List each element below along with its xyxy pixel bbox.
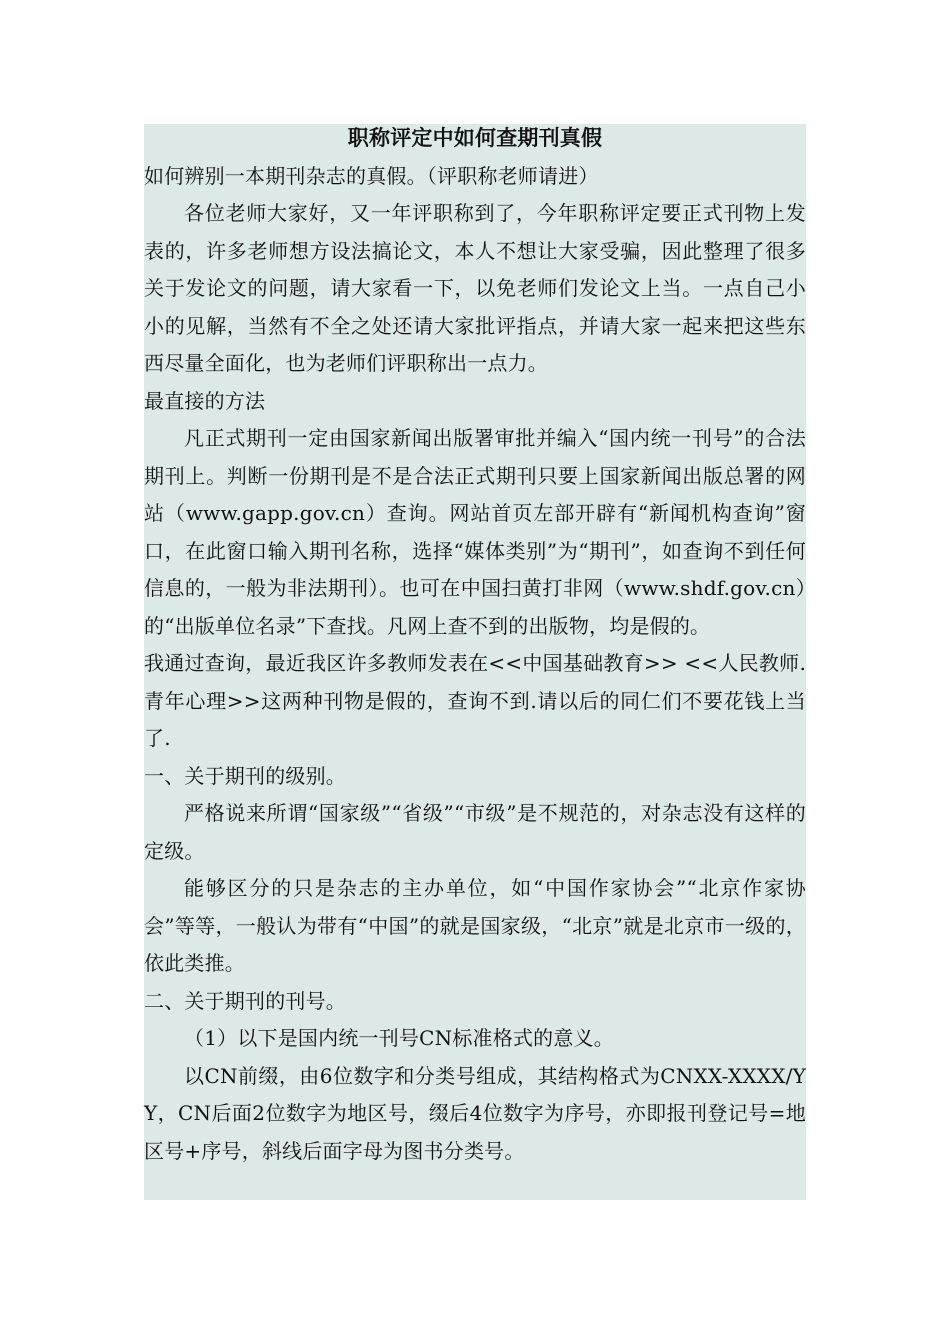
paragraph-cn-format-intro: （1）以下是国内统一刊号CN标准格式的意义。 (184, 1026, 614, 1050)
document-body (144, 120, 806, 1170)
section-heading-direct-method: 最直接的方法 (144, 388, 266, 413)
section-heading-journal-number: 二、关于期刊的刊号。 (144, 988, 346, 1013)
paragraph-verification: 凡正式期刊一定由国家新闻出版署审批并编入“国内统一刊号”的合法期刊上。判断一份期刊是不是合法正式期刊只要上国家新闻出版总署的网站（www.gapp.gov.cn）查询。网站首页左部开辟有“新闻机构查询”窗口，在此窗口输入期刊名称，选择“媒体类别”为“期刊”，如查询不到任何信息的，一般为非法期刊）。也可在中国扫黄打非网（www.shdf.gov.cn）的“出版单位名录”下查找。凡网上查不到的出版物，均是假的。 (144, 426, 806, 638)
paragraph-level-definition: 严格说来所谓“国家级”“省级”“市级”是不规范的，对杂志没有这样的定级。 (144, 801, 806, 863)
paragraph-level-sponsor: 能够区分的只是杂志的主办单位，如“中国作家协会”“北京作家协会”等等，一般认为带有“中国”的就是国家级，“北京”就是北京市一级的，依此类推。 (144, 876, 806, 975)
section-heading-journal-level: 一、关于期刊的级别。 (144, 763, 346, 788)
paragraph-fake-journals: 我通过查询，最近我区许多教师发表在<<中国基础教育>> <<人民教师.青年心理>>这两种刊物是假的，查询不到.请以后的同仁们不要花钱上当了. (144, 651, 806, 750)
paragraph-intro: 各位老师大家好，又一年评职称到了，今年职称评定要正式刊物上发表的，许多老师想方设法搞论文，本人不想让大家受骗，因此整理了很多关于发论文的问题，请大家看一下，以免老师们发论文上当。一点自己小小的见解，当然有不全之处还请大家批评指点，并请大家一起来把这些东西尽量全面化，也为老师们评职称出一点力。 (144, 201, 806, 375)
paragraph-subtitle: 如何辨别一本期刊杂志的真假。（评职称老师请进） (144, 163, 599, 188)
document-title: 职称评定中如何查期刊真假 (347, 126, 603, 150)
paragraph-cn-format-detail: 以CN前缀，由6位数字和分类号组成，其结构格式为CNXX-XXXX/YY，CN后面2位数字为地区号，缀后4位数字为序号，亦即报刊登记号=地区号+序号，斜线后面字母为图书分类号。 (144, 1063, 806, 1163)
